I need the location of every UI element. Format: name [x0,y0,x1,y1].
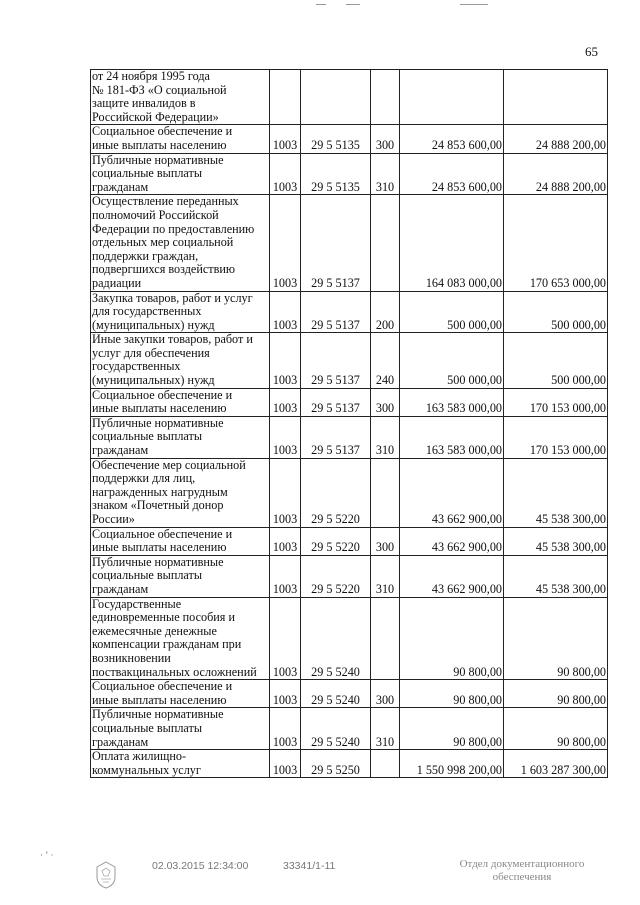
row-vr: 240 [371,333,400,388]
row-vr: 310 [371,153,400,195]
table-row [91,333,608,388]
row-amount-2015: 43 662 900,00 [400,527,504,555]
row-amount-2015: 24 853 600,00 [400,153,504,195]
table-row [91,555,608,597]
row-target: 29 5 5220 [301,458,371,527]
row-target: 29 5 5240 [301,597,371,680]
row-name: Осуществление переданных полномочий Российской Федерации по предоставлению отдельных мер социальной поддержки граждан, подвергшихся воздействию радиации [91,195,270,291]
row-amount-2016: 45 538 300,00 [504,555,608,597]
row-amount-2015 [400,70,504,125]
table-row [91,680,608,708]
row-section: 1003 [270,388,301,416]
row-target: 29 5 5135 [301,125,371,153]
row-amount-2015: 500 000,00 [400,291,504,333]
row-target: 29 5 5137 [301,388,371,416]
coat-of-arms-icon [93,860,119,890]
row-target: 29 5 5137 [301,333,371,388]
department-stamp [452,858,592,884]
row-section: 1003 [270,555,301,597]
row-amount-2016 [504,70,608,125]
row-name: Публичные нормативные социальные выплаты гражданам [91,416,270,458]
row-name: Социальное обеспечение и иные выплаты населению [91,125,270,153]
row-section: 1003 [270,680,301,708]
row-section: 1003 [270,597,301,680]
row-name: Публичные нормативные социальные выплаты гражданам [91,555,270,597]
table-body [91,70,608,778]
row-section: 1003 [270,153,301,195]
row-target: 29 5 5240 [301,680,371,708]
footer-doc-number: 33341/1-11 [283,860,336,872]
row-amount-2016: 500 000,00 [504,291,608,333]
row-amount-2015: 1 550 998 200,00 [400,750,504,778]
row-target: 29 5 5220 [301,555,371,597]
footer-timestamp: 02.03.2015 12:34:00 [152,860,249,872]
table-row [91,708,608,750]
row-amount-2015: 43 662 900,00 [400,458,504,527]
scan-specks: · ʼ · [40,850,54,860]
row-section [270,70,301,125]
row-amount-2015: 90 800,00 [400,680,504,708]
row-amount-2016: 90 800,00 [504,680,608,708]
row-name: Социальное обеспечение и иные выплаты населению [91,680,270,708]
row-amount-2015: 90 800,00 [400,708,504,750]
row-amount-2015: 163 583 000,00 [400,388,504,416]
row-target: 29 5 5240 [301,708,371,750]
row-name: Публичные нормативные социальные выплаты гражданам [91,708,270,750]
row-amount-2015: 500 000,00 [400,333,504,388]
row-section: 1003 [270,416,301,458]
row-section: 1003 [270,291,301,333]
row-section: 1003 [270,750,301,778]
row-section: 1003 [270,195,301,291]
table-row [91,388,608,416]
table-row [91,70,608,125]
row-amount-2016: 170 153 000,00 [504,388,608,416]
row-name: Публичные нормативные социальные выплаты гражданам [91,153,270,195]
page-number: 65 [585,44,598,59]
row-name: Государственные единовременные пособия и ежемесячные денежные компенсации гражданам при возникновении поствакцинальных осложнений [91,597,270,680]
table-row [91,458,608,527]
stamp-line: обеспечения [492,871,552,883]
row-vr: 200 [371,291,400,333]
row-vr: 300 [371,680,400,708]
row-section: 1003 [270,333,301,388]
row-vr: 300 [371,125,400,153]
row-vr [371,458,400,527]
table-row [91,527,608,555]
row-amount-2016: 45 538 300,00 [504,458,608,527]
table-row [91,195,608,291]
scan-mark [316,4,326,5]
row-amount-2015: 90 800,00 [400,597,504,680]
row-name: Обеспечение мер социальной поддержки для лиц, награжденных нагрудным знаком «Почетный донор России» [91,458,270,527]
row-target: 29 5 5137 [301,416,371,458]
row-section: 1003 [270,125,301,153]
row-vr: 300 [371,388,400,416]
row-vr [371,195,400,291]
row-amount-2015: 24 853 600,00 [400,125,504,153]
row-section: 1003 [270,708,301,750]
row-section: 1003 [270,458,301,527]
row-amount-2016: 1 603 287 300,00 [504,750,608,778]
row-amount-2016: 90 800,00 [504,708,608,750]
row-target [301,70,371,125]
row-vr: 310 [371,416,400,458]
row-amount-2016: 500 000,00 [504,333,608,388]
table-row [91,291,608,333]
row-amount-2016: 24 888 200,00 [504,125,608,153]
row-amount-2016: 24 888 200,00 [504,153,608,195]
row-name: от 24 ноября 1995 года № 181-ФЗ «О социальной защите инвалидов в Российской Федерации» [91,70,270,125]
table-row [91,416,608,458]
row-vr [371,70,400,125]
row-vr: 310 [371,555,400,597]
row-name: Иные закупки товаров, работ и услуг для обеспечения государственных (муниципальных) нужд [91,333,270,388]
stamp-line: Отдел документационного [459,858,585,870]
row-amount-2015: 164 083 000,00 [400,195,504,291]
row-name: Закупка товаров, работ и услуг для государственных (муниципальных) нужд [91,291,270,333]
row-target: 29 5 5250 [301,750,371,778]
budget-table [90,69,608,778]
scan-mark [346,4,360,5]
row-amount-2015: 43 662 900,00 [400,555,504,597]
row-amount-2016: 170 153 000,00 [504,416,608,458]
scan-mark [460,4,488,5]
row-section: 1003 [270,527,301,555]
row-target: 29 5 5135 [301,153,371,195]
row-vr [371,750,400,778]
row-vr: 310 [371,708,400,750]
row-amount-2016: 170 653 000,00 [504,195,608,291]
table-row [91,153,608,195]
row-name: Оплата жилищно- коммунальных услуг [91,750,270,778]
row-vr: 300 [371,527,400,555]
row-amount-2016: 45 538 300,00 [504,527,608,555]
table-row [91,597,608,680]
row-amount-2015: 163 583 000,00 [400,416,504,458]
row-target: 29 5 5137 [301,195,371,291]
row-name: Социальное обеспечение и иные выплаты населению [91,388,270,416]
row-target: 29 5 5220 [301,527,371,555]
row-amount-2016: 90 800,00 [504,597,608,680]
row-target: 29 5 5137 [301,291,371,333]
row-name: Социальное обеспечение и иные выплаты населению [91,527,270,555]
row-vr [371,597,400,680]
table-row [91,750,608,778]
table-row [91,125,608,153]
